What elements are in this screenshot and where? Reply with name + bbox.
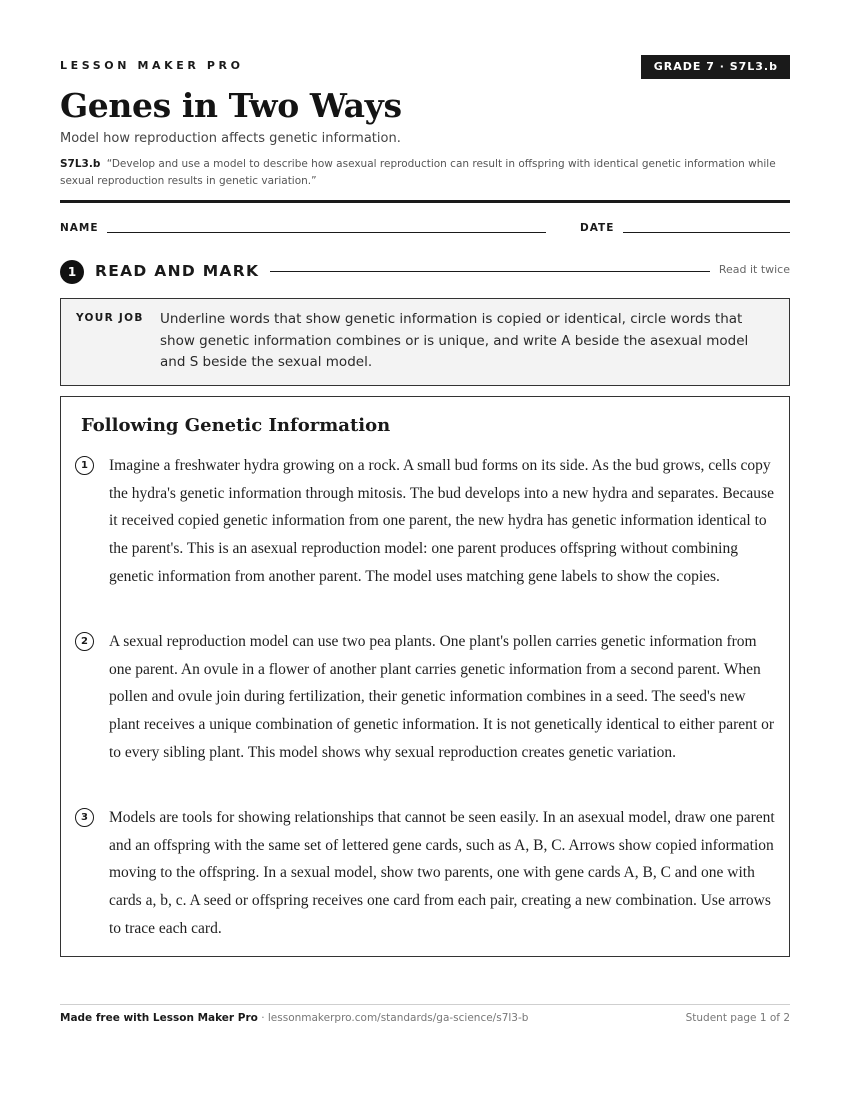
name-label: NAME: [60, 222, 99, 234]
footer-separator: ·: [257, 1012, 268, 1024]
section-header: [60, 260, 790, 284]
footer-url[interactable]: lessonmakerpro.com/standards/ga-science/s7l3-b: [267, 1012, 529, 1024]
paragraph-number: 2: [75, 632, 94, 651]
footer-credit: [60, 1012, 528, 1024]
paragraph-text: Imagine a freshwater hydra growing on a rock. A small bud forms on its side. As the bud grows, cells copy the hydra's genetic information through mitosis. The bud develops into a new hydra and separates. Because it received copied genetic information from one parent, the new hydra has genetic information identical to the parent's. This is an asexual reproduction model: one parent produces offspring without combining genetic information from another parent. The model uses matching gene labels to show the copies.: [109, 457, 774, 585]
page-subtitle: Model how reproduction affects genetic information.: [60, 131, 401, 146]
paragraph-text: Models are tools for showing relationships that cannot be seen easily. In an asexual model, draw one parent and an offspring with the same set of lettered gene cards, such as A, B, C. Arrows show copied information moving to the offspring. In a sexual model, show two parents, one with gene cards A, B, C and one with cards a, b, c. A seed or offspring receives one card from each pair, creating a new combination. Use arrows to trace each card.: [109, 809, 775, 937]
instructions-text: Underline words that show genetic information is copied or identical, circle words that show genetic information combines or is unique, and write A beside the asexual model and S beside the sexual model.: [160, 311, 749, 370]
date-field[interactable]: [623, 232, 790, 233]
section-title: READ AND MARK: [95, 262, 260, 280]
footer-made-text: Made free with Lesson Maker Pro: [60, 1012, 258, 1024]
reading-passage: [60, 396, 790, 957]
header-row: [60, 55, 790, 79]
brand-name: LESSON MAKER PRO: [60, 59, 244, 72]
instructions-label: YOUR JOB: [76, 312, 144, 324]
paragraph-number: 3: [75, 808, 94, 827]
instructions-box: [60, 298, 790, 386]
paragraph-number: 1: [75, 456, 94, 475]
standard-statement: [60, 156, 790, 190]
standard-text: “Develop and use a model to describe how asexual reproduction can result in offspring with identical genetic information while sexual reproduction results in genetic variation.”: [60, 158, 776, 187]
standard-code: S7L3.b: [60, 158, 101, 170]
reading-title: Following Genetic Information: [81, 415, 391, 436]
grade-badge: GRADE 7 · S7L3.b: [641, 55, 790, 79]
footer-divider: [60, 1004, 790, 1005]
date-label: DATE: [580, 222, 615, 234]
section-number-badge: 1: [60, 260, 84, 284]
name-field[interactable]: [107, 232, 546, 233]
section-rule: [270, 271, 710, 272]
section-note: Read it twice: [718, 263, 790, 276]
student-fields: [60, 220, 790, 236]
page-title: Genes in Two Ways: [60, 86, 402, 125]
header-divider: [60, 200, 790, 203]
paragraph-text: A sexual reproduction model can use two pea plants. One plant's pollen carries genetic information from one parent. An ovule in a flower of another plant carries genetic information from a second parent. When pollen and ovule join during fertilization, their genetic information combines in a seed. The seed's new plant receives a unique combination of genetic information. It is not genetically identical to either parent or to every sibling plant. This model shows why sexual reproduction creates genetic variation.: [109, 633, 774, 761]
footer-page-number: Student page 1 of 2: [685, 1012, 790, 1024]
